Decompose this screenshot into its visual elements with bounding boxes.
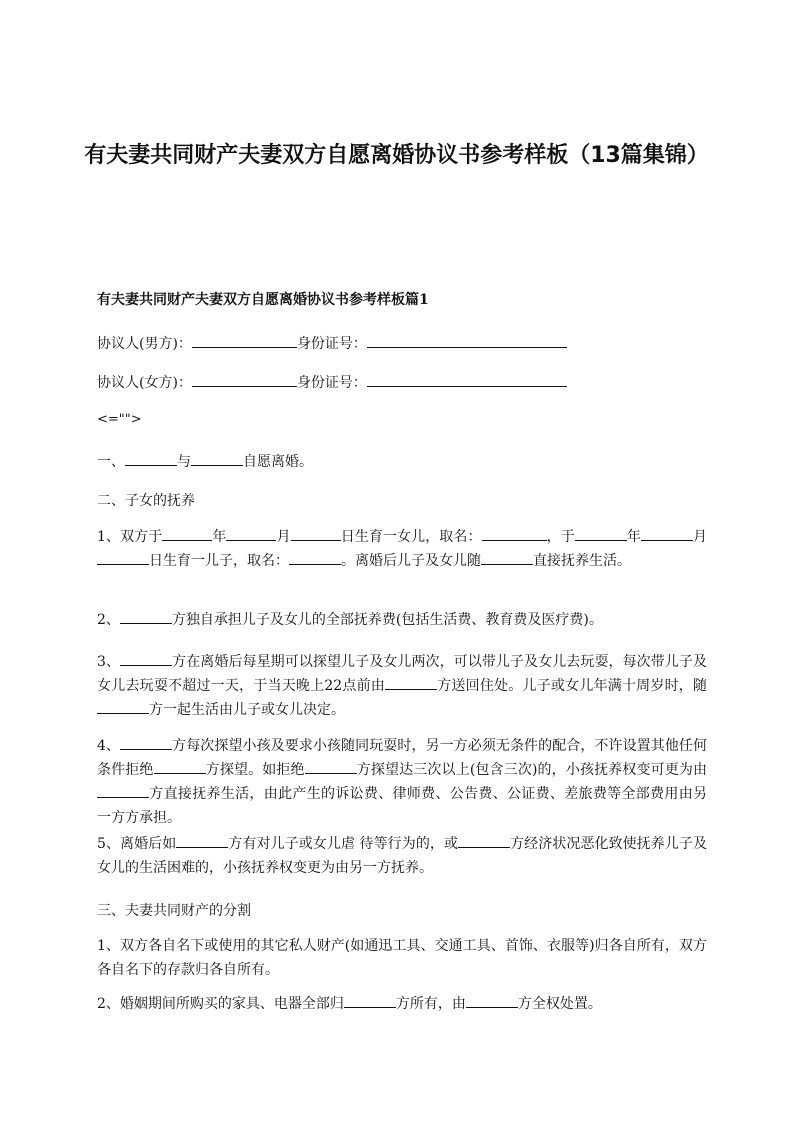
party-male-label: 协议人(男方)： <box>97 336 192 352</box>
clause-2-2: 2、 方独自承担儿子及女儿的全部抚养费(包括生活费、教育费及医疗费)。 <box>97 608 707 632</box>
female-id-blank <box>367 372 567 387</box>
male-id-blank <box>367 333 567 348</box>
party-female-line <box>97 372 567 394</box>
section-heading-children: 二、子女的抚养 <box>97 493 195 509</box>
clause-2-3: 3、 方在离婚后每星期可以探望儿子及女儿两次，可以带儿子及女儿去玩耍，每次带儿子及女儿去玩耍不超过一天，于当天晚上22点前由 方送回住处。儿子或女儿年满十周岁时，随方一起生活由儿子或女儿决定。 <box>97 650 707 722</box>
party-female-label: 协议人(女方)： <box>97 375 192 391</box>
male-name-blank <box>192 333 297 348</box>
placeholder-text: <=""> <box>97 412 142 427</box>
clause-2-5: 5、离婚后如 方有对儿子或女儿虐 待等行为的，或 方经济状况恶化致使抚养儿子及女儿的生活困难的，小孩抚养权变更为由另一方抚养。 <box>97 832 707 880</box>
clause-3-2: 2、婚姻期间所购买的家具、电器全部归 方所有，由 方全权处置。 <box>97 992 707 1016</box>
female-id-label: 身份证号： <box>296 375 367 391</box>
clause-1: 一、 与 自愿离婚。 <box>97 451 313 473</box>
clause-2-1: 1、双方于 年 月 日生育一女儿，取名： ，于 年 月日生育一儿子，取名： 。离婚后儿子及女儿随 直接抚养生活。 <box>97 525 707 573</box>
clause-3-1: 1、双方各自名下或使用的其它私人财产(如通迅工具、交通工具、首饰、衣服等)归各自所有，双方各自名下的存款归各自所有。 <box>97 938 707 978</box>
document-title: 有夫妻共同财产夫妻双方自愿离婚协议书参考样板（13篇集锦） <box>84 143 709 168</box>
party-male-line <box>97 333 567 355</box>
section-heading-property: 三、夫妻共同财产的分割 <box>97 903 251 919</box>
female-name-blank <box>192 372 297 387</box>
male-id-label: 身份证号： <box>296 336 367 352</box>
section-subheading: 有夫妻共同财产夫妻双方自愿离婚协议书参考样板篇1 <box>97 292 429 308</box>
clause-2-4: 4、 方每次探望小孩及要求小孩随同玩耍时，另一方必须无条件的配合，不许设置其他任何条件拒绝 方探望。如拒绝 方探望达三次以上(包含三次)的，小孩抚养权变可更为由方直接抚养生活，由此产生的诉讼费、律师费、公告费、公证费、差旅费等全部费用由另一方方承担。 <box>97 734 707 830</box>
